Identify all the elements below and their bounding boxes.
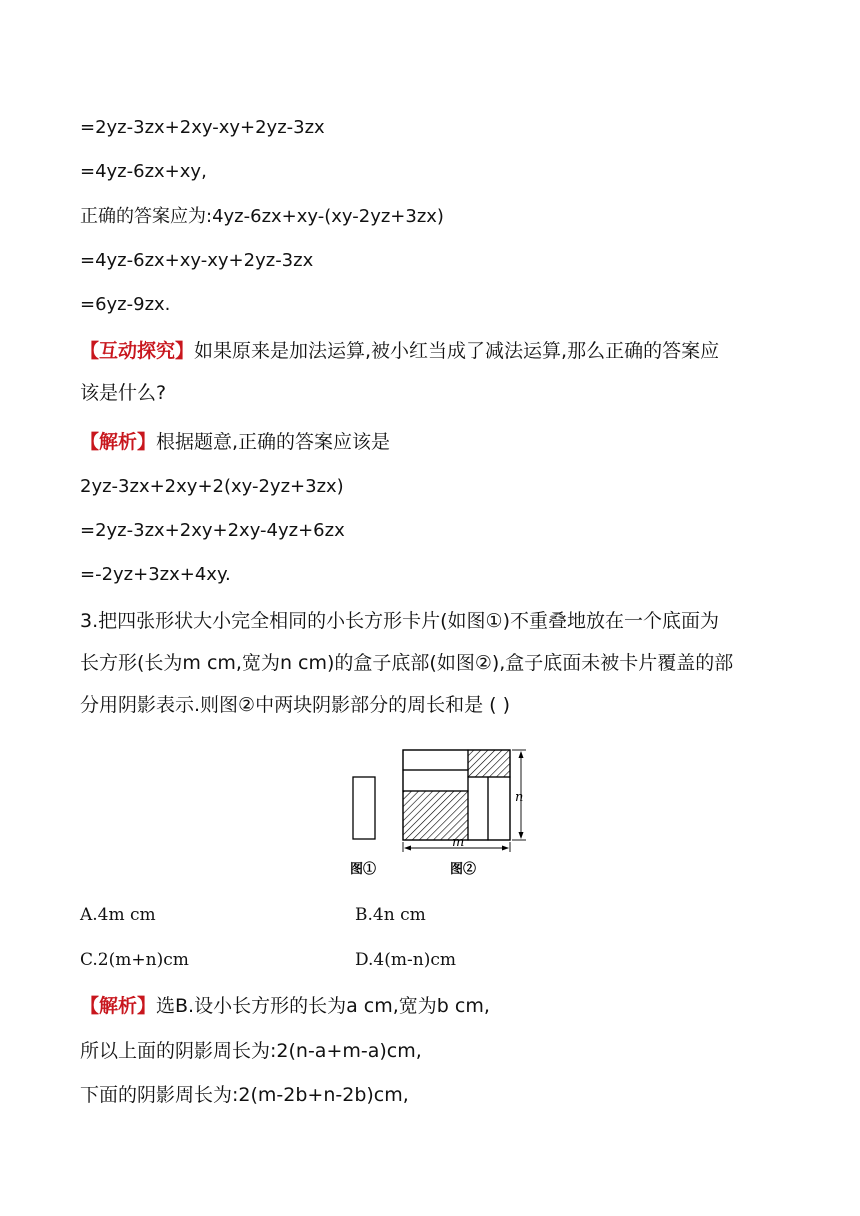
explore-text-cont: 该是什么? [80,382,167,404]
option-d: D.4(m-n)cm [355,950,456,970]
label-n: n [515,790,524,805]
analysis-line: 所以上面的阴影周长为:2(n-a+m-a)cm, [80,1040,422,1062]
card-rectangle [353,777,375,839]
question-line: 分用阴影表示.则图②中两块阴影部分的周长和是 ( ) [80,694,510,716]
analysis-tag: 【解析】 [80,431,157,453]
analysis-tag: 【解析】 [80,995,157,1017]
option-a: A.4m cm [80,905,156,925]
card-rectangle [468,777,488,840]
equation-line: =4yz-6zx+xy, [80,161,207,182]
equation-line: =2yz-3zx+2xy-xy+2yz-3zx [80,117,325,138]
explore-tag: 【互动探究】 [80,340,195,362]
analysis-heading [80,994,490,1018]
label-m: m [452,835,465,850]
analysis-text: 根据题意,正确的答案应该是 [156,431,391,453]
analysis-heading [80,430,390,454]
analysis-text: 选B.设小长方形的长为a cm,宽为b cm, [156,995,490,1017]
card-rectangle [403,770,468,791]
equation-line: =4yz-6zx+xy-xy+2yz-3zx [80,250,314,271]
explore-text: 如果原来是加法运算,被小红当成了减法运算,那么正确的答案应 [194,340,720,362]
equation-line: 正确的答案应为:4yz-6zx+xy-(xy-2yz+3zx) [80,206,444,227]
question-line: 长方形(长为m cm,宽为n cm)的盒子底部(如图②),盒子底面未被卡片覆盖的部 [80,652,734,674]
rectangle-figure [340,742,540,882]
lower-shaded-region [403,791,468,840]
question-line: 3.把四张形状大小完全相同的小长方形卡片(如图①)不重叠地放在一个底面为 [80,610,719,632]
equation-line: =6yz-9zx. [80,294,171,315]
equation-line: =-2yz+3zx+4xy. [80,564,231,585]
caption-figure-2: 图② [450,862,477,877]
equation-line: 2yz-3zx+2xy+2(xy-2yz+3zx) [80,476,344,497]
card-rectangle [403,750,468,770]
card-rectangle [488,777,510,840]
equation-line: =2yz-3zx+2xy+2xy-4yz+6zx [80,520,345,541]
question-3 [80,600,780,726]
analysis-line: 下面的阴影周长为:2(m-2b+n-2b)cm, [80,1084,409,1106]
explore-paragraph [80,330,780,414]
option-b: B.4n cm [355,905,426,925]
upper-shaded-region [468,750,510,777]
option-c: C.2(m+n)cm [80,950,189,970]
caption-figure-1: 图① [350,862,377,877]
